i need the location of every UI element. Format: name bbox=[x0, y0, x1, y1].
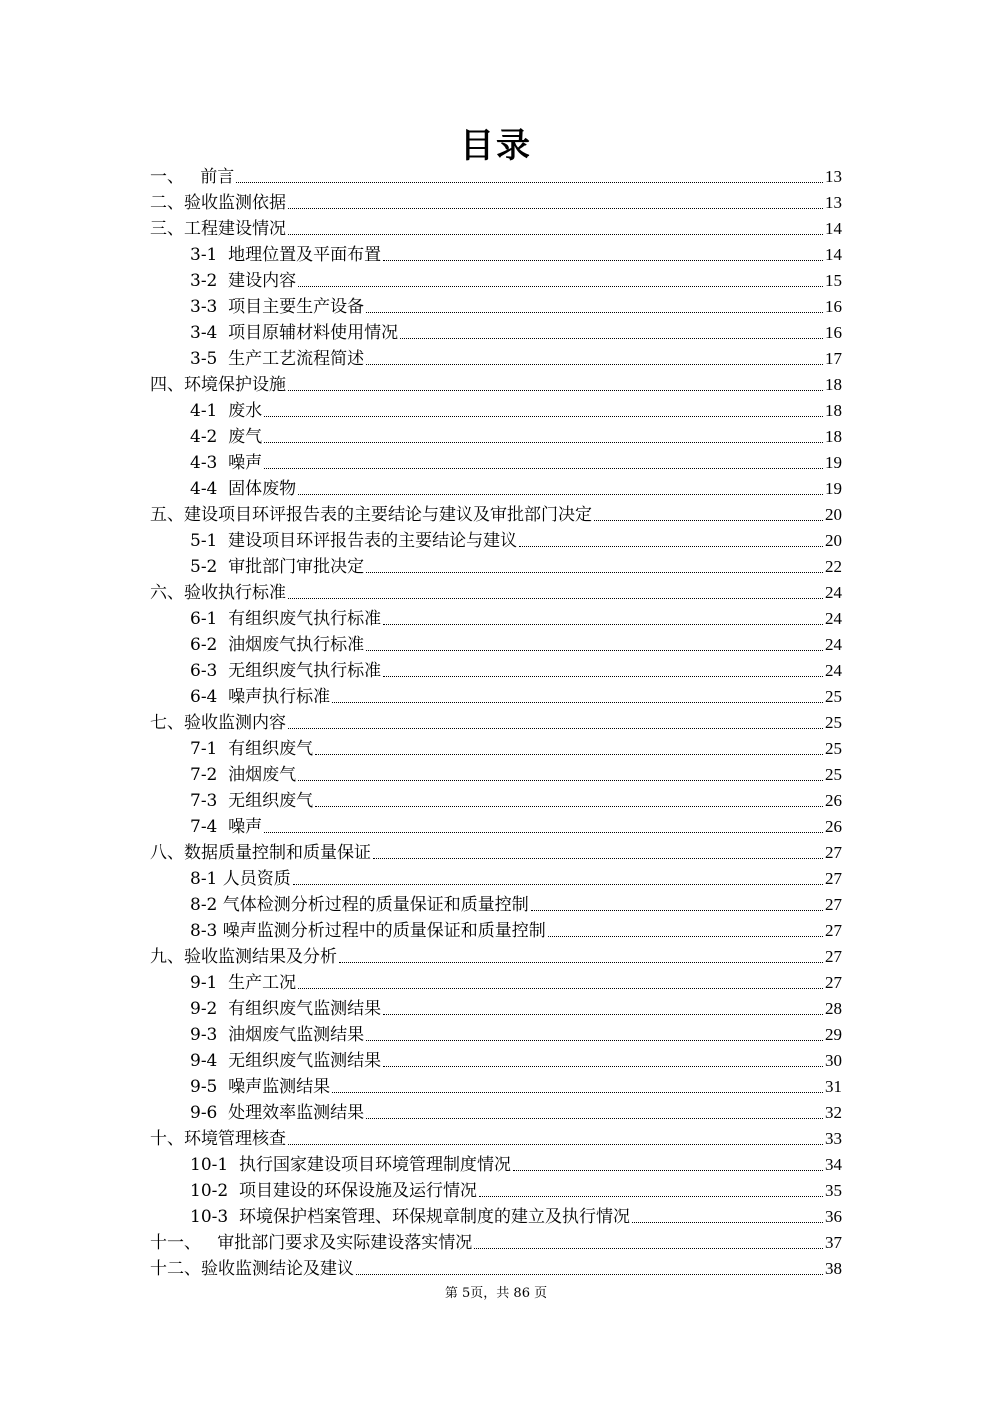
toc-entry-page-number: 19 bbox=[825, 453, 842, 472]
toc-entry[interactable] bbox=[150, 761, 842, 787]
toc-dot-leader bbox=[513, 1170, 823, 1171]
toc-dot-leader bbox=[315, 754, 823, 755]
toc-entry[interactable] bbox=[150, 891, 842, 917]
toc-entry-label: 九、验收监测结果及分析 bbox=[150, 947, 337, 967]
toc-dot-leader bbox=[531, 910, 823, 911]
toc-entry-label: 六、验收执行标准 bbox=[150, 583, 286, 603]
toc-entry[interactable] bbox=[150, 579, 842, 605]
toc-entry[interactable] bbox=[150, 267, 842, 293]
toc-entry-label: 10-1 执行国家建设项目环境管理制度情况 bbox=[190, 1155, 511, 1175]
toc-entry-page-number: 25 bbox=[825, 713, 842, 732]
toc-entry[interactable] bbox=[150, 553, 842, 579]
toc-entry-page-number: 18 bbox=[825, 375, 842, 394]
toc-entry-label: 4-3 噪声 bbox=[190, 453, 263, 473]
toc-entry[interactable] bbox=[150, 423, 842, 449]
toc-entry[interactable] bbox=[150, 501, 842, 527]
toc-entry-page-number: 35 bbox=[825, 1181, 842, 1200]
toc-dot-leader bbox=[383, 1066, 823, 1067]
toc-entry-label: 3-1 地理位置及平面布置 bbox=[190, 245, 382, 265]
toc-entry[interactable] bbox=[150, 735, 842, 761]
toc-entry[interactable] bbox=[150, 631, 842, 657]
toc-entry-page-number: 24 bbox=[825, 583, 842, 602]
toc-dot-leader bbox=[519, 546, 823, 547]
toc-dot-leader bbox=[548, 936, 823, 937]
toc-entry-label: 二、验收监测依据 bbox=[150, 193, 286, 213]
toc-entry-page-number: 17 bbox=[825, 349, 842, 368]
toc-entry[interactable] bbox=[150, 345, 842, 371]
toc-entry[interactable] bbox=[150, 1151, 842, 1177]
toc-entry-page-number: 38 bbox=[825, 1259, 842, 1278]
toc-dot-leader bbox=[366, 650, 823, 651]
toc-entry-label: 6-1 有组织废气执行标准 bbox=[190, 609, 382, 629]
toc-entry-page-number: 20 bbox=[825, 505, 842, 524]
toc-entry[interactable] bbox=[150, 475, 842, 501]
toc-entry[interactable] bbox=[150, 319, 842, 345]
toc-entry-page-number: 14 bbox=[825, 245, 842, 264]
toc-entry[interactable] bbox=[150, 293, 842, 319]
toc-entry-page-number: 15 bbox=[825, 271, 842, 290]
toc-dot-leader bbox=[366, 312, 823, 313]
toc-entry-page-number: 22 bbox=[825, 557, 842, 576]
toc-dot-leader bbox=[373, 858, 823, 859]
toc-entry-label: 5-2 审批部门审批决定 bbox=[190, 557, 365, 577]
toc-entry-label: 3-4 项目原辅材料使用情况 bbox=[190, 323, 399, 343]
toc-entry-page-number: 29 bbox=[825, 1025, 842, 1044]
toc-entry-label: 3-2 建设内容 bbox=[190, 271, 297, 291]
toc-entry-label: 3-5 生产工艺流程简述 bbox=[190, 349, 365, 369]
toc-entry[interactable] bbox=[150, 1099, 842, 1125]
toc-entry[interactable] bbox=[150, 1203, 842, 1229]
toc-entry[interactable] bbox=[150, 813, 842, 839]
toc-dot-leader bbox=[264, 442, 823, 443]
toc-dot-leader bbox=[298, 494, 823, 495]
toc-entry-page-number: 27 bbox=[825, 947, 842, 966]
toc-entry-label: 6-4 噪声执行标准 bbox=[190, 687, 331, 707]
toc-entry-label: 4-1 废水 bbox=[190, 401, 263, 421]
toc-dot-leader bbox=[356, 1274, 823, 1275]
toc-entry-label: 4-4 固体废物 bbox=[190, 479, 297, 499]
toc-dot-leader bbox=[383, 1014, 823, 1015]
toc-dot-leader bbox=[479, 1196, 823, 1197]
toc-entry-label: 7-3 无组织废气 bbox=[190, 791, 314, 811]
toc-entry-label: 四、环境保护设施 bbox=[150, 375, 286, 395]
toc-entry-label: 8-3 噪声监测分析过程中的质量保证和质量控制 bbox=[190, 921, 546, 941]
toc-entry-page-number: 16 bbox=[825, 297, 842, 316]
toc-entry-label: 9-2 有组织废气监测结果 bbox=[190, 999, 382, 1019]
toc-dot-leader bbox=[264, 832, 823, 833]
toc-entry-page-number: 18 bbox=[825, 401, 842, 420]
toc-entry[interactable] bbox=[150, 917, 842, 943]
table-of-contents bbox=[150, 163, 842, 1281]
toc-entry-label: 10-3 环境保护档案管理、环保规章制度的建立及执行情况 bbox=[190, 1207, 630, 1227]
toc-entry-page-number: 32 bbox=[825, 1103, 842, 1122]
toc-entry-label: 9-1 生产工况 bbox=[190, 973, 297, 993]
toc-entry-page-number: 34 bbox=[825, 1155, 842, 1174]
toc-entry-label: 3-3 项目主要生产设备 bbox=[190, 297, 365, 317]
toc-entry-page-number: 24 bbox=[825, 609, 842, 628]
toc-entry-page-number: 36 bbox=[825, 1207, 842, 1226]
toc-entry-label: 6-3 无组织废气执行标准 bbox=[190, 661, 382, 681]
toc-entry[interactable] bbox=[150, 215, 842, 241]
toc-entry-label: 十、环境管理核查 bbox=[150, 1129, 286, 1149]
toc-entry[interactable] bbox=[150, 527, 842, 553]
toc-entry-page-number: 14 bbox=[825, 219, 842, 238]
toc-entry-label: 7-2 油烟废气 bbox=[190, 765, 297, 785]
toc-entry-label: 9-3 油烟废气监测结果 bbox=[190, 1025, 365, 1045]
toc-entry-page-number: 26 bbox=[825, 817, 842, 836]
toc-entry-label: 三、工程建设情况 bbox=[150, 219, 286, 239]
toc-entry[interactable] bbox=[150, 189, 842, 215]
toc-entry-page-number: 28 bbox=[825, 999, 842, 1018]
toc-entry[interactable] bbox=[150, 1021, 842, 1047]
toc-entry-page-number: 30 bbox=[825, 1051, 842, 1070]
toc-entry-label: 一、 前言 bbox=[150, 167, 235, 187]
toc-entry[interactable] bbox=[150, 605, 842, 631]
toc-entry[interactable] bbox=[150, 969, 842, 995]
toc-entry-page-number: 27 bbox=[825, 895, 842, 914]
toc-entry-label: 十一、 审批部门要求及实际建设落实情况 bbox=[150, 1233, 473, 1253]
toc-dot-leader bbox=[288, 728, 823, 729]
toc-entry-label: 9-4 无组织废气监测结果 bbox=[190, 1051, 382, 1071]
toc-dot-leader bbox=[366, 364, 823, 365]
toc-dot-leader bbox=[366, 1040, 823, 1041]
toc-dot-leader bbox=[264, 468, 823, 469]
toc-entry[interactable] bbox=[150, 839, 842, 865]
toc-dot-leader bbox=[383, 676, 823, 677]
toc-entry-label: 七、验收监测内容 bbox=[150, 713, 286, 733]
toc-entry[interactable] bbox=[150, 1177, 842, 1203]
toc-entry-label: 八、数据质量控制和质量保证 bbox=[150, 843, 371, 863]
toc-entry-label: 6-2 油烟废气执行标准 bbox=[190, 635, 365, 655]
toc-entry[interactable] bbox=[150, 1255, 842, 1281]
toc-dot-leader bbox=[332, 702, 823, 703]
toc-entry[interactable] bbox=[150, 371, 842, 397]
toc-dot-leader bbox=[264, 416, 823, 417]
toc-dot-leader bbox=[366, 1118, 823, 1119]
toc-entry[interactable] bbox=[150, 1073, 842, 1099]
toc-entry-label: 8-1 人员资质 bbox=[190, 869, 291, 889]
toc-entry-label: 十二、验收监测结论及建议 bbox=[150, 1259, 354, 1279]
toc-dot-leader bbox=[288, 208, 823, 209]
toc-entry-page-number: 20 bbox=[825, 531, 842, 550]
toc-entry-page-number: 19 bbox=[825, 479, 842, 498]
toc-entry-label: 4-2 废气 bbox=[190, 427, 263, 447]
toc-entry[interactable] bbox=[150, 397, 842, 423]
toc-dot-leader bbox=[298, 780, 823, 781]
toc-entry-page-number: 33 bbox=[825, 1129, 842, 1148]
toc-entry-label: 9-6 处理效率监测结果 bbox=[190, 1103, 365, 1123]
toc-entry[interactable] bbox=[150, 943, 842, 969]
toc-entry-page-number: 13 bbox=[825, 193, 842, 212]
toc-dot-leader bbox=[315, 806, 823, 807]
toc-entry-label: 9-5 噪声监测结果 bbox=[190, 1077, 331, 1097]
toc-entry-page-number: 16 bbox=[825, 323, 842, 342]
toc-entry[interactable] bbox=[150, 1229, 842, 1255]
toc-entry-page-number: 27 bbox=[825, 869, 842, 888]
toc-dot-leader bbox=[366, 572, 823, 573]
toc-entry[interactable] bbox=[150, 709, 842, 735]
toc-dot-leader bbox=[293, 884, 823, 885]
toc-entry-label: 10-2 项目建设的环保设施及运行情况 bbox=[190, 1181, 477, 1201]
toc-entry-page-number: 31 bbox=[825, 1077, 842, 1096]
toc-dot-leader bbox=[288, 390, 823, 391]
toc-entry-page-number: 27 bbox=[825, 921, 842, 940]
toc-entry-page-number: 13 bbox=[825, 167, 842, 186]
toc-entry-page-number: 24 bbox=[825, 635, 842, 654]
toc-entry-label: 8-2 气体检测分析过程的质量保证和质量控制 bbox=[190, 895, 529, 915]
toc-dot-leader bbox=[288, 234, 823, 235]
toc-dot-leader bbox=[474, 1248, 823, 1249]
toc-dot-leader bbox=[288, 598, 823, 599]
toc-entry-page-number: 25 bbox=[825, 687, 842, 706]
toc-dot-leader bbox=[400, 338, 823, 339]
toc-dot-leader bbox=[339, 962, 823, 963]
toc-dot-leader bbox=[383, 260, 823, 261]
toc-dot-leader bbox=[288, 1144, 823, 1145]
toc-entry-page-number: 18 bbox=[825, 427, 842, 446]
toc-entry-page-number: 25 bbox=[825, 765, 842, 784]
toc-entry-page-number: 27 bbox=[825, 843, 842, 862]
toc-entry[interactable] bbox=[150, 787, 842, 813]
toc-entry[interactable] bbox=[150, 683, 842, 709]
toc-entry-page-number: 24 bbox=[825, 661, 842, 680]
toc-dot-leader bbox=[594, 520, 823, 521]
toc-dot-leader bbox=[632, 1222, 823, 1223]
page-footer: 第 5页，共 86 页 bbox=[444, 1286, 548, 1301]
toc-dot-leader bbox=[383, 624, 823, 625]
toc-entry-label: 5-1 建设项目环评报告表的主要结论与建议 bbox=[190, 531, 518, 551]
toc-entry[interactable] bbox=[150, 1125, 842, 1151]
toc-dot-leader bbox=[298, 988, 823, 989]
toc-entry-page-number: 26 bbox=[825, 791, 842, 810]
toc-entry[interactable] bbox=[150, 865, 842, 891]
toc-dot-leader bbox=[298, 286, 823, 287]
toc-entry-page-number: 27 bbox=[825, 973, 842, 992]
toc-entry-page-number: 37 bbox=[825, 1233, 842, 1252]
toc-dot-leader bbox=[236, 182, 823, 183]
toc-entry[interactable] bbox=[150, 241, 842, 267]
page-title: 目录 bbox=[460, 126, 532, 166]
toc-entry-label: 7-1 有组织废气 bbox=[190, 739, 314, 759]
toc-entry[interactable] bbox=[150, 449, 842, 475]
toc-entry[interactable] bbox=[150, 995, 842, 1021]
toc-entry[interactable] bbox=[150, 163, 842, 189]
toc-dot-leader bbox=[332, 1092, 823, 1093]
toc-entry[interactable] bbox=[150, 1047, 842, 1073]
toc-entry[interactable] bbox=[150, 657, 842, 683]
toc-entry-label: 7-4 噪声 bbox=[190, 817, 263, 837]
toc-entry-label: 五、建设项目环评报告表的主要结论与建议及审批部门决定 bbox=[150, 505, 592, 525]
toc-entry-page-number: 25 bbox=[825, 739, 842, 758]
